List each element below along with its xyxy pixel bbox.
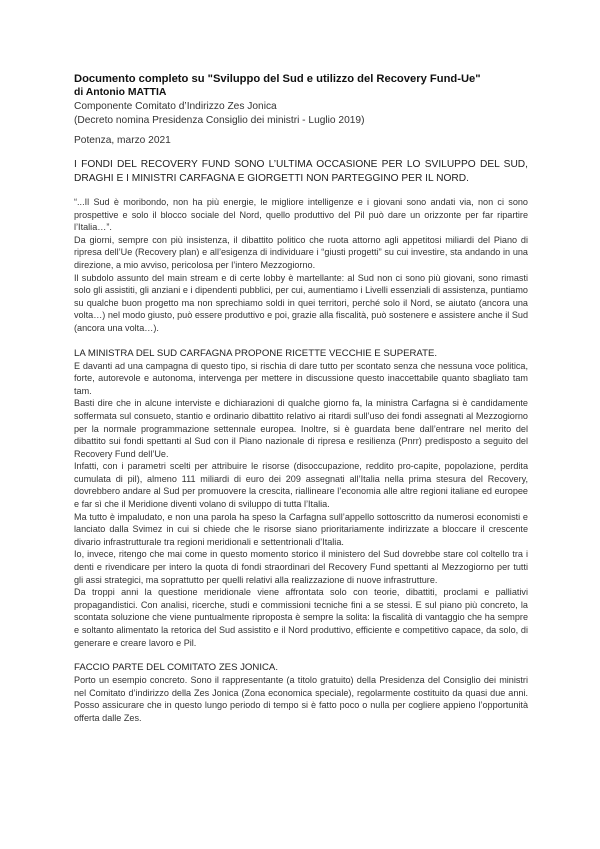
author-line: di Antonio MATTIA xyxy=(74,87,167,98)
section-paragraph: Infatti, con i parametri scelti per attribuire le risorse (disoccupazione, reddito pro-capite, popolazione, perdita cumulata di pil), almeno 111 miliardi di euro dei 209 assegnati all’Italia nella prima stesura del Recovery, dovrebbero andare al Sud per promuovere la crescita, riallineare l’economia alle altre regioni italiane ed europee e far sì che il Meridione diventi volano di sviluppo di tutta l’Italia. xyxy=(74,461,528,510)
document-page xyxy=(74,72,528,725)
section-heading: LA MINISTRA DEL SUD CARFAGNA PROPONE RICETTE VECCHIE E SUPERATE. xyxy=(74,347,438,359)
section-paragraph: Basti dire che in alcune interviste e dichiarazioni di qualche giorno fa, la ministra Carfagna si è candidamente soffermata sul consueto, stantio e ordinario dibattito relativo ai ritardi sull’uso dei fondi assegnati al Mezzogiorno per la normale programmazione settennale europea. Inoltre, si è guardata bene dall’entrare nel merito del dibattito sui fondi spettanti al Sud con il Piano nazionale di ripresa e resilienza (Pnrr) predisposto a seguito del Recovery Fund dell’Ue. xyxy=(74,398,528,459)
author-role: Componente Comitato d’Indirizzo Zes Jonica xyxy=(74,101,277,112)
section-paragraph: Da troppi anni la questione meridionale viene affrontata solo con teorie, dibattiti, proclami e palliativi propagandistici. Con analisi, ricerche, studi e commissioni tecniche fini a se stessi. E sul piano più concreto, la scontata soluzione che viene puntualmente riproposta è sempre la solita: la fiscalità di vantaggio che ha sempre e soltanto alimentato la retorica del Sud assistito e il Nord produttivo, efficiente e competitivo capace, da solo, di generare e creare lavoro e Pil. xyxy=(74,587,528,648)
document-title: Documento completo su "Sviluppo del Sud e utilizzo del Recovery Fund-Ue" xyxy=(74,73,481,85)
section-paragraph: E davanti ad una campagna di questo tipo, si rischia di dare tutto per scontato senza che nessuna voce politica, forte, autorevole e autonoma, intervenga per mettere in discussione questo inaccettabile quanto sbagliato tam tam. xyxy=(74,360,528,396)
headline: I FONDI DEL RECOVERY FUND SONO L’ULTIMA OCCASIONE PER LO SVILUPPO DEL SUD, DRAGHI E I MINISTRI CARFAGNA E GIORGETTI NON PARTEGGINO PER IL NORD. xyxy=(74,159,528,184)
intro-paragraph: “...Il Sud è moribondo, non ha più energie, le migliore intelligenze e i giovani sono andati via, non ci sono prospettive e solo il blocco sociale del Nord, quello produttivo del Pil può dare un orizzonte per far ripartire l’Italia…”. xyxy=(74,197,528,233)
intro-paragraph: Il subdolo assunto del main stream e di certe lobby è martellante: al Sud non ci sono più giovani, sono rimasti solo gli assistiti, gli anziani e i dipendenti pubblici, per cui, aumentiamo i Livelli essenziali di assistenza, puntiamo su qualche buon progetto ma non sprechiamo soldi in quei territori, perché solo il Nord, se aiutato (ancora una volta…) nel modo giusto, può essere produttivo e poi, grazie alla fiscalità, può sostenere e assistere anche il Sud (ancora una volta…). xyxy=(74,272,528,333)
section-heading: FACCIO PARTE DEL COMITATO ZES JONICA. xyxy=(74,662,278,674)
place-date: Potenza, marzo 2021 xyxy=(74,135,171,146)
intro-paragraph: Da giorni, sempre con più insistenza, il dibattito politico che ruota attorno agli appetitosi miliardi del Piano di ripresa dell’Ue (Recovery plan) e all’esigenza di individuare i “giusti progetti” su cui investire, sta andando in una direzione, a mio avviso, pericolosa per l’intero Mezzogiorno. xyxy=(74,234,528,270)
decree-note: (Decreto nomina Presidenza Consiglio dei ministri - Luglio 2019) xyxy=(74,115,365,126)
section-paragraph: Ma tutto è impaludato, e non una parola ha speso la Carfagna sull’appello sottoscritto da numerosi economisti e lanciato dalla Svimez in cui si chiede che le risorse siano prioritariamente indirizzate a bloccare il crescente divario infrastrutturale tra regioni meridionali e settentrionali d’Italia. xyxy=(74,511,528,547)
section-paragraph: Porto un esempio concreto. Sono il rappresentante (a titolo gratuito) della Presidenza del Consiglio dei ministri nel Comitato d’indirizzo della Zes Jonica (Zona economica speciale), regolarmente costituito da quasi due anni. Posso assicurare che in questo lungo periodo di tempo si è fatto poco o nulla per cogliere appieno l’opportunità offerta dalle Zes. xyxy=(74,675,528,723)
section-paragraph: Io, invece, ritengo che mai come in questo momento storico il ministero del Sud dovrebbe stare col coltello tra i denti e rivendicare per intero la quota di fondi straordinari del Recovery Fund spettanti al Mezzogiorno per tutti gli assi strategici, ma soprattutto per quelli relativi alla realizzazione di nuove infrastrutture. xyxy=(74,549,528,585)
